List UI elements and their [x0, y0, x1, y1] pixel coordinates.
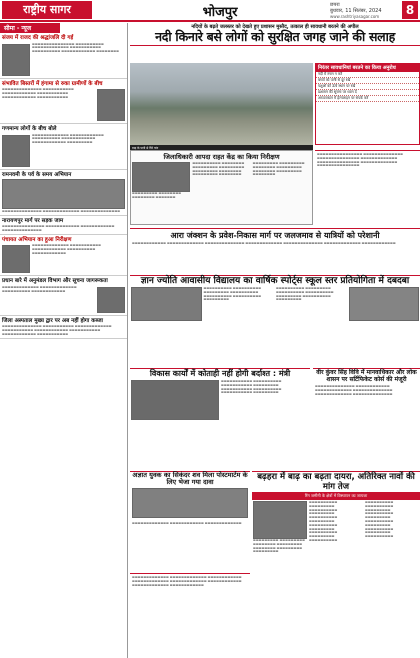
story-block — [130, 573, 250, 658]
article-text: ▬▬▬▬▬▬▬▬▬▬ ▬▬▬▬▬▬▬▬▬ ▬▬▬▬▬▬▬▬▬▬ ▬▬▬▬▬▬▬▬▬ ▬▬▬▬▬▬▬▬▬▬ ▬▬▬▬▬▬▬▬▬ ▬▬▬▬▬▬▬▬▬▬ ▬▬▬▬▬▬▬▬▬ ▬▬▬▬▬▬▬▬▬▬ ▬▬▬▬▬▬▬▬▬ ▬▬▬▬▬▬▬▬▬▬ — [309, 500, 338, 542]
lead-kicker: नदियों के बढ़ते जलस्तर को देखते हुए प्रशासन मुस्तैद, तत्काल ही सावधानी बरतने की अपील — [191, 24, 359, 30]
section-header: सीमा - न्यूज — [0, 23, 60, 33]
story-block — [130, 228, 420, 273]
advisory-box — [315, 63, 420, 145]
story-headline: वीर कुंवर सिंह विवि में मानवाधिकार और लोक शासन पर सर्टिफिकेट कोर्स की मंजूरी — [316, 369, 417, 383]
advisory-item: आपातकाल में हेल्पलाइन पर संपर्क करें — [316, 96, 419, 102]
article-text: ▬▬▬▬▬▬▬▬▬▬▬▬▬▬ ▬▬▬▬▬▬▬▬▬▬▬ ▬▬▬▬▬▬▬▬▬▬▬▬▬ ▬▬▬▬▬▬▬▬▬▬▬ ▬▬▬▬▬▬▬▬▬▬▬▬ ▬▬▬▬▬▬▬▬▬▬▬ ▬▬▬▬▬▬▬▬▬▬▬▬ ▬▬▬▬▬▬▬▬▬▬▬ — [2, 324, 112, 336]
advisory-item: प्रशासन की सूचना पर ध्यान दें — [316, 90, 419, 96]
list-item — [0, 235, 127, 277]
story-photo — [253, 501, 307, 539]
issue-date: बुधवार, 11 सितंबर, 2024 — [330, 8, 382, 14]
feature-photo — [132, 162, 190, 192]
divider — [130, 45, 420, 46]
article-text: ▬▬▬▬▬▬▬▬▬▬▬▬▬▬ ▬▬▬▬▬▬▬▬▬▬▬ ▬▬▬▬▬▬▬▬▬▬▬▬ ▬▬▬▬▬▬▬▬▬▬▬ ▬▬▬▬▬▬▬▬▬▬▬▬ ▬▬▬▬▬▬▬▬▬▬▬ — [2, 87, 74, 99]
story-strap: रिंग जमीनी के क्षेत्रों में विस्थापन का जायजा — [252, 492, 420, 500]
story-block — [130, 368, 310, 468]
article-text: ▬▬▬▬▬▬▬▬▬ ▬▬▬▬▬▬▬▬ ▬▬▬▬▬▬▬▬ ▬▬▬▬▬▬▬ — [132, 191, 182, 199]
article-headline: रामनवमी के पर्व के समय अभियान — [2, 171, 72, 178]
story-headline: ज्ञान ज्योति आवासीय विद्यालय का वार्षिक स्पोर्ट्स स्कूल स्तर प्रतियोगिता में दबदबा — [140, 276, 410, 286]
article-text: ▬▬▬▬▬▬▬▬▬▬▬▬▬▬▬ ▬▬▬▬▬▬▬▬▬▬▬▬ ▬▬▬▬▬▬▬▬▬▬▬▬ ▬▬▬▬▬▬▬▬▬▬▬▬▬▬ — [2, 224, 115, 233]
story-block — [313, 368, 420, 468]
article-text: ▬▬▬▬▬▬▬▬▬ ▬▬▬▬▬▬▬▬▬ ▬▬▬▬▬▬▬▬ ▬▬▬▬▬▬▬▬▬ ▬▬▬▬▬▬▬▬ ▬▬▬▬▬▬▬▬▬ ▬▬▬▬▬▬▬▬▬ — [253, 538, 305, 554]
list-item — [0, 79, 127, 125]
article-text: ▬▬▬▬▬▬▬▬▬▬▬▬▬▬ ▬▬▬▬▬▬▬▬▬▬▬▬ ▬▬▬▬▬▬▬▬▬▬▬▬▬ ▬▬▬▬▬▬▬▬▬▬▬▬▬▬ ▬▬▬▬▬▬▬▬▬▬▬▬▬ ▬▬▬▬▬▬▬▬▬▬▬▬▬▬ — [315, 384, 393, 396]
story-photo — [131, 380, 219, 420]
article-photo — [2, 44, 30, 76]
article-photo — [2, 135, 30, 167]
article-text: ▬▬▬▬▬▬▬▬▬▬▬▬▬▬ ▬▬▬▬▬▬▬▬▬▬▬▬▬ ▬▬▬▬▬▬▬▬▬▬▬▬▬▬ — [2, 209, 121, 213]
right-brief — [315, 150, 420, 225]
article-text: ▬▬▬▬▬▬▬▬▬▬ ▬▬▬▬▬▬▬▬▬ ▬▬▬▬▬▬▬▬▬▬ ▬▬▬▬▬▬▬▬▬▬ ▬▬▬▬▬▬▬▬▬ ▬▬▬▬▬▬▬▬▬▬ ▬▬▬▬▬▬▬▬▬ — [276, 286, 334, 302]
left-column — [0, 23, 128, 658]
article-text: ▬▬▬▬▬▬▬▬▬ ▬▬▬▬▬▬▬▬▬ ▬▬▬▬▬▬▬▬ ▬▬▬▬▬▬▬▬▬ ▬▬▬▬▬▬▬▬ ▬▬▬▬▬▬▬▬▬ ▬▬▬▬▬▬▬▬ — [252, 161, 305, 177]
website-url: www.rashtriyasagar.com — [330, 14, 380, 19]
lead-photo — [130, 63, 313, 145]
article-text: ▬▬▬▬▬▬▬▬▬▬▬▬▬ ▬▬▬▬▬▬▬▬▬▬▬▬ ▬▬▬▬▬▬▬▬▬▬ ▬▬▬▬▬▬▬▬▬▬▬▬ ▬▬▬▬▬▬▬▬▬▬▬▬ ▬▬▬▬▬▬▬▬▬ — [32, 132, 104, 145]
story-block — [252, 471, 420, 658]
list-item — [0, 33, 127, 79]
newspaper-logo: राष्ट्रीय सागर — [2, 1, 92, 19]
article-photo — [97, 287, 125, 313]
article-text: ▬▬▬▬▬▬▬▬▬▬▬▬▬ ▬▬▬▬▬▬▬▬▬▬▬ ▬▬▬▬▬▬▬▬▬▬▬▬ ▬▬▬▬▬▬▬▬▬▬ ▬▬▬▬▬▬▬▬▬▬▬▬ — [32, 243, 101, 255]
article-headline: नारायणपुर मार्ग पर सड़क जाम — [2, 217, 64, 224]
list-item — [0, 170, 127, 216]
article-headline: संभावित बिस्तरों में हंगामा से रुका ग्रामीणों के बीच — [2, 80, 103, 87]
feature-box — [130, 150, 313, 225]
masthead-rule — [0, 20, 420, 22]
advisory-item: बच्चों को पानी से दूर रखें — [316, 78, 419, 84]
advisory-title: निरंतर सावधानियां बरतने का किया अनुरोध — [316, 64, 419, 72]
article-headline: प्रधान बारे में अनुमंडल विभाग और सूचना जागरूकता — [2, 278, 108, 285]
list-item — [0, 316, 127, 339]
article-text: ▬▬▬▬▬▬▬▬▬▬▬▬▬ ▬▬▬▬▬▬▬▬▬▬▬▬▬ ▬▬▬▬▬▬▬▬▬▬▬▬ ▬▬▬▬▬▬▬▬▬▬▬▬▬ ▬▬▬▬▬▬▬▬▬▬▬▬▬ ▬▬▬▬▬▬▬▬▬▬▬▬ ▬▬▬▬▬▬▬▬▬▬▬▬▬ ▬▬▬▬▬▬▬▬▬▬▬▬ — [132, 575, 242, 587]
story-headline: अज्ञात युवक का सिकंदर शव मिला पोस्टमार्टम के लिए भेजा गया दावा — [132, 471, 248, 486]
article-headline: पंचायत अभियान का हुआ निरीक्षण — [2, 236, 72, 243]
article-text: ▬▬▬▬▬▬▬▬▬▬▬ ▬▬▬▬▬▬▬▬▬▬ ▬▬▬▬▬▬▬▬▬▬▬ ▬▬▬▬▬▬▬▬▬ ▬▬▬▬▬▬▬▬▬▬▬ ▬▬▬▬▬▬▬▬▬▬ ▬▬▬▬▬▬▬▬▬▬▬ ▬▬▬▬▬▬▬▬▬ — [221, 379, 282, 395]
story-block — [130, 471, 250, 571]
masthead — [0, 0, 420, 20]
feature-headline: जिलाधिकारी आपदा राहत केंद्र का किया निरीक्षण — [163, 153, 280, 161]
article-text: ▬▬▬▬▬▬▬▬▬▬ ▬▬▬▬▬▬▬▬▬▬ ▬▬▬▬▬▬▬▬▬ ▬▬▬▬▬▬▬▬▬▬ ▬▬▬▬▬▬▬▬▬ ▬▬▬▬▬▬▬▬▬▬ ▬▬▬▬▬▬▬▬▬ ▬▬▬▬▬▬▬▬▬▬ ▬▬▬▬▬▬▬▬▬ ▬▬▬▬▬▬▬▬▬▬ — [365, 500, 394, 539]
story-photo — [349, 287, 420, 321]
article-photo — [97, 89, 125, 121]
advisory-item: नदी में स्नान न करें — [316, 72, 419, 78]
article-photo — [2, 179, 125, 209]
article-headline: गणमान्य लोगों के बीच बोले — [2, 126, 57, 132]
main-area — [130, 23, 420, 658]
story-photo — [131, 287, 202, 321]
photo-caption: बाढ़ के पानी से घिरे गांव — [130, 145, 313, 151]
advisory-item: पशुओं को ऊंचे स्थान पर रखें — [316, 84, 419, 90]
story-block — [130, 275, 420, 365]
article-photo — [2, 245, 30, 273]
story-headline: बढ़हरा में बाढ़ का बढ़ता दायरा, अतिरिक्त नावों की मांग तेज — [257, 472, 415, 492]
list-item — [0, 124, 127, 170]
edition-title: भोजपुर — [202, 5, 238, 20]
city-label: छपरा — [330, 2, 340, 8]
list-item — [0, 216, 127, 235]
article-text: ▬▬▬▬▬▬▬▬▬▬▬▬▬▬▬▬ ▬▬▬▬▬▬▬▬▬▬▬▬▬▬ ▬▬▬▬▬▬▬▬▬▬▬▬▬▬▬ ▬▬▬▬▬▬▬▬▬▬▬▬▬ ▬▬▬▬▬▬▬▬▬▬▬▬▬▬▬ ▬▬▬▬▬▬▬▬▬▬▬▬▬ ▬▬▬▬▬▬▬▬▬▬▬▬▬▬▬ — [317, 152, 403, 168]
lead-headline: नदी किनारे बसे लोगों को सुरक्षित जगह जाने की सलाह — [155, 29, 395, 44]
page-number: 8 — [402, 1, 418, 19]
story-headline: आरा जंक्शन के प्रवेश-निकास मार्ग पर जलजमाव से यात्रियों को परेशानी — [170, 231, 380, 240]
story-headline: विकास कार्यों में कोताही नहीं होगी बर्दाश्त : मंत्री — [149, 369, 291, 378]
article-headline: जिला अस्पताल मुख्य द्वार पर अब नहीं होगा कब्जा — [2, 317, 103, 324]
article-text: ▬▬▬▬▬▬▬▬▬▬▬▬ ▬▬▬▬▬▬▬▬▬▬▬▬▬ ▬▬▬▬▬▬▬▬▬▬▬▬▬▬ ▬▬▬▬▬▬▬▬▬▬▬▬▬ ▬▬▬▬▬▬▬▬▬▬▬▬▬▬ ▬▬▬▬▬▬▬▬▬▬▬▬▬ ▬▬▬▬▬▬▬▬▬▬▬▬ — [132, 241, 396, 245]
article-text: ▬▬▬▬▬▬▬▬▬▬▬▬▬ ▬▬▬▬▬▬▬▬▬▬▬▬▬ ▬▬▬▬▬▬▬▬▬▬ ▬▬▬▬▬▬▬▬▬▬▬▬ — [2, 284, 77, 293]
article-text: ▬▬▬▬▬▬▬▬▬▬▬▬▬ ▬▬▬▬▬▬▬▬▬▬▬▬ ▬▬▬▬▬▬▬▬▬▬▬▬▬ — [132, 521, 242, 525]
list-item — [0, 276, 127, 316]
article-headline: संजय में राजद की श्रद्धांजलि दी गई — [2, 35, 74, 41]
story-photo — [132, 488, 248, 518]
article-text: ▬▬▬▬▬▬▬▬▬▬ ▬▬▬▬▬▬▬▬ ▬▬▬▬▬▬▬▬▬ ▬▬▬▬▬▬▬▬▬ ▬▬▬▬▬▬▬▬▬ ▬▬▬▬▬▬▬▬ ▬▬▬▬▬▬▬▬▬ ▬▬▬▬▬▬▬▬ — [192, 161, 245, 177]
article-text: ▬▬▬▬▬▬▬▬▬▬▬▬▬▬▬ ▬▬▬▬▬▬▬▬▬▬ ▬▬▬▬▬▬▬▬▬▬▬▬▬ ▬▬▬▬▬▬▬▬▬▬▬ ▬▬▬▬▬▬▬▬▬▬ ▬▬▬▬▬▬▬▬▬▬▬▬ ▬▬▬▬▬▬▬▬ — [32, 41, 119, 54]
article-text: ▬▬▬▬▬▬▬▬▬▬ ▬▬▬▬▬▬▬▬▬▬ ▬▬▬▬▬▬▬▬▬ ▬▬▬▬▬▬▬▬▬▬ ▬▬▬▬▬▬▬▬▬▬ ▬▬▬▬▬▬▬▬▬▬ ▬▬▬▬▬▬▬▬▬ — [203, 286, 262, 302]
